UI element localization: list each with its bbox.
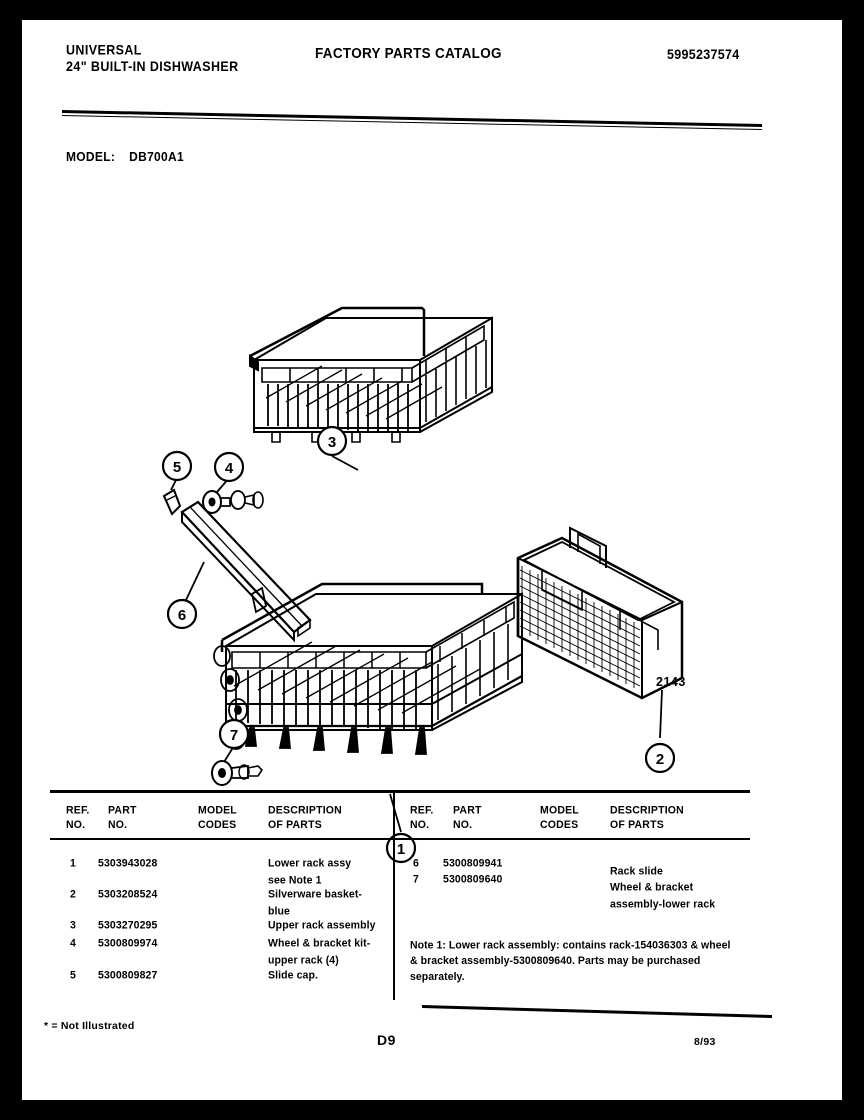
row-part: 5300809941 — [443, 857, 503, 870]
row-desc: Slide cap. — [268, 969, 319, 982]
brand-name: UNIVERSAL — [66, 42, 142, 58]
catalog-title: FACTORY PARTS CATALOG — [315, 45, 502, 62]
product-type: 24" BUILT-IN DISHWASHER — [66, 58, 239, 75]
callout-3: 3 — [327, 434, 337, 451]
catalog-page — [22, 20, 842, 1100]
row-part: 5300809640 — [443, 873, 503, 886]
model-label: MODEL: — [66, 149, 116, 165]
header-left-model-codes: MODEL CODES — [198, 804, 237, 831]
figure-number: 2143 — [656, 675, 686, 689]
row-ref: 7 — [413, 873, 419, 886]
row-ref: 1 — [70, 857, 76, 870]
callout-4: 4 — [224, 460, 234, 477]
row-part: 5303943028 — [98, 857, 158, 870]
row-desc: Silverware basket- blue — [268, 888, 363, 918]
catalog-number: 5995237574 — [667, 47, 740, 63]
header-rule — [62, 108, 762, 130]
model-line — [66, 149, 184, 164]
page-number: D9 — [377, 1032, 396, 1048]
row-part: 5300809827 — [98, 969, 158, 982]
lower-wheel-bracket-drawing — [212, 761, 262, 785]
footer-rule — [422, 1005, 772, 1019]
header-right-model-codes: MODEL CODES — [540, 804, 579, 831]
note-1: Note 1: Lower rack assembly: contains rack-154036303 & wheel & bracket assembly-5300809640. Parts may be purchased separately. — [410, 939, 731, 984]
row-desc: Rack slide — [610, 865, 663, 878]
callout-2: 2 — [655, 751, 665, 768]
row-ref: 4 — [70, 937, 76, 950]
callout-6: 6 — [177, 607, 187, 624]
table-top-rule — [50, 790, 750, 793]
upper-rack-drawing — [250, 308, 492, 442]
row-desc: Upper rack assembly — [268, 919, 376, 932]
row-desc: Wheel & bracket assembly-lower rack — [610, 881, 716, 911]
row-part: 5303208524 — [98, 888, 158, 901]
model-value: DB700A1 — [129, 149, 184, 165]
row-ref: 2 — [70, 888, 76, 901]
callout-1: 1 — [396, 841, 406, 858]
rack-slide-drawing — [182, 502, 310, 640]
header-left-description: DESCRIPTION OF PARTS — [268, 804, 342, 831]
row-ref: 6 — [413, 857, 419, 870]
callout-7: 7 — [229, 727, 239, 744]
row-desc: Wheel & bracket kit- upper rack (4) — [268, 937, 371, 967]
row-ref: 5 — [70, 969, 76, 982]
brand-block — [66, 42, 239, 76]
silverware-basket-drawing — [518, 528, 682, 698]
upper-wheel-bracket-drawing — [203, 491, 263, 513]
header-left-part-no: PART NO. — [108, 804, 137, 831]
parts-table — [50, 790, 750, 1005]
not-illustrated-legend: * = Not Illustrated — [44, 1020, 135, 1032]
page-header — [22, 20, 842, 90]
row-ref: 3 — [70, 919, 76, 932]
revision-date: 8/93 — [694, 1036, 716, 1048]
row-part: 5303270295 — [98, 919, 158, 932]
header-left-ref-no: REF. NO. — [66, 804, 90, 831]
row-desc: Lower rack assy see Note 1 — [268, 857, 352, 887]
callout-5: 5 — [172, 459, 182, 476]
table-row — [70, 856, 76, 872]
slide-cap-drawing — [164, 490, 180, 514]
header-right-description: DESCRIPTION OF PARTS — [610, 804, 684, 831]
row-part: 5300809974 — [98, 937, 158, 950]
header-right-part-no: PART NO. — [453, 804, 482, 831]
table-header-rule — [50, 838, 750, 840]
header-right-ref-no: REF. NO. — [410, 804, 434, 831]
